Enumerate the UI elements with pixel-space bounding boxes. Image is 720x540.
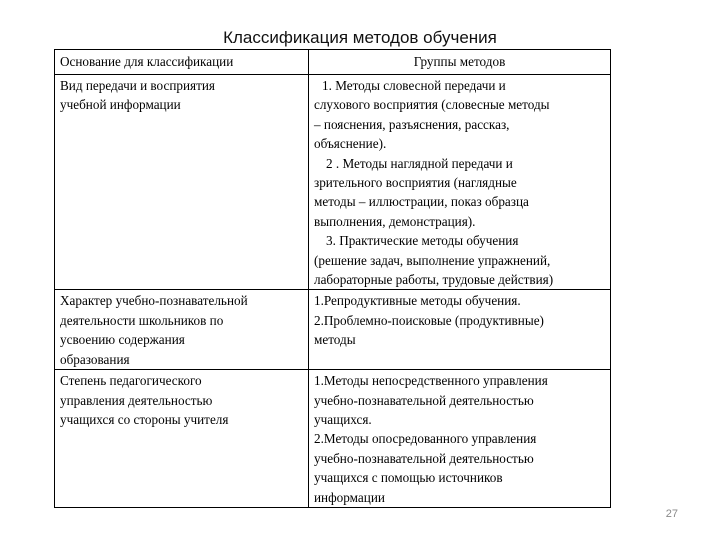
groups-text: учебно-познавательной деятельностью: [314, 450, 534, 466]
basis-cell: [55, 370, 309, 508]
groups-cell: [309, 370, 611, 508]
groups-text: 1.Репродуктивные методы обучения.: [314, 293, 521, 309]
groups-text: объяснение).: [314, 136, 387, 152]
page-title: Классификация методов обучения: [223, 28, 497, 47]
groups-text: учащихся.: [314, 411, 372, 427]
basis-text: учащихся со стороны учителя: [60, 411, 229, 427]
groups-text: методы – иллюстрации, показ образца: [314, 194, 529, 210]
basis-cell: [55, 75, 309, 290]
classification-table: [54, 49, 611, 508]
basis-text: учебной информации: [60, 97, 181, 113]
groups-text: зрительного восприятия (наглядные: [314, 175, 517, 191]
page-number: 27: [665, 508, 678, 520]
groups-text: учащихся с помощью источников: [314, 470, 503, 486]
table-row: [55, 75, 611, 290]
groups-text: (решение задач, выполнение упражнений,: [314, 252, 551, 268]
groups-text: слухового восприятия (словесные методы: [314, 97, 550, 113]
groups-text: 1. Методы словесной передачи и: [322, 78, 506, 93]
groups-text: методы: [314, 332, 356, 348]
basis-text: деятельности школьников по: [60, 312, 224, 328]
table-header-row: [55, 50, 611, 75]
table-row: [55, 370, 611, 508]
groups-text: 2.Проблемно-поисковые (продуктивные): [314, 312, 544, 328]
groups-text: 3. Практические методы обучения: [326, 233, 519, 249]
basis-text: усвоению содержания: [60, 332, 185, 348]
groups-cell: [309, 75, 611, 290]
groups-text: выполнения, демонстрация).: [314, 213, 476, 229]
header-groups: Группы методов: [309, 50, 611, 75]
groups-text: 2 . Методы наглядной передачи и: [326, 155, 513, 171]
groups-text: – пояснения, разъяснения, рассказ,: [314, 116, 510, 132]
basis-cell: [55, 290, 309, 370]
groups-text: 1.Методы непосредственного управления: [314, 373, 548, 389]
header-basis: Основание для классификации: [55, 50, 309, 75]
basis-text: образования: [60, 351, 130, 367]
table-row: [55, 290, 611, 370]
basis-text: управления деятельностью: [60, 392, 213, 408]
groups-text: 2.Методы опосредованного управления: [314, 431, 537, 447]
groups-text: информации: [314, 489, 385, 505]
groups-cell: [309, 290, 611, 370]
basis-text: Характер учебно-познавательной: [60, 293, 248, 309]
basis-text: Вид передачи и восприятия: [60, 78, 215, 93]
basis-text: Степень педагогического: [60, 373, 202, 389]
groups-text: учебно-познавательной деятельностью: [314, 392, 534, 408]
groups-text: лабораторные работы, трудовые действия): [314, 272, 554, 288]
